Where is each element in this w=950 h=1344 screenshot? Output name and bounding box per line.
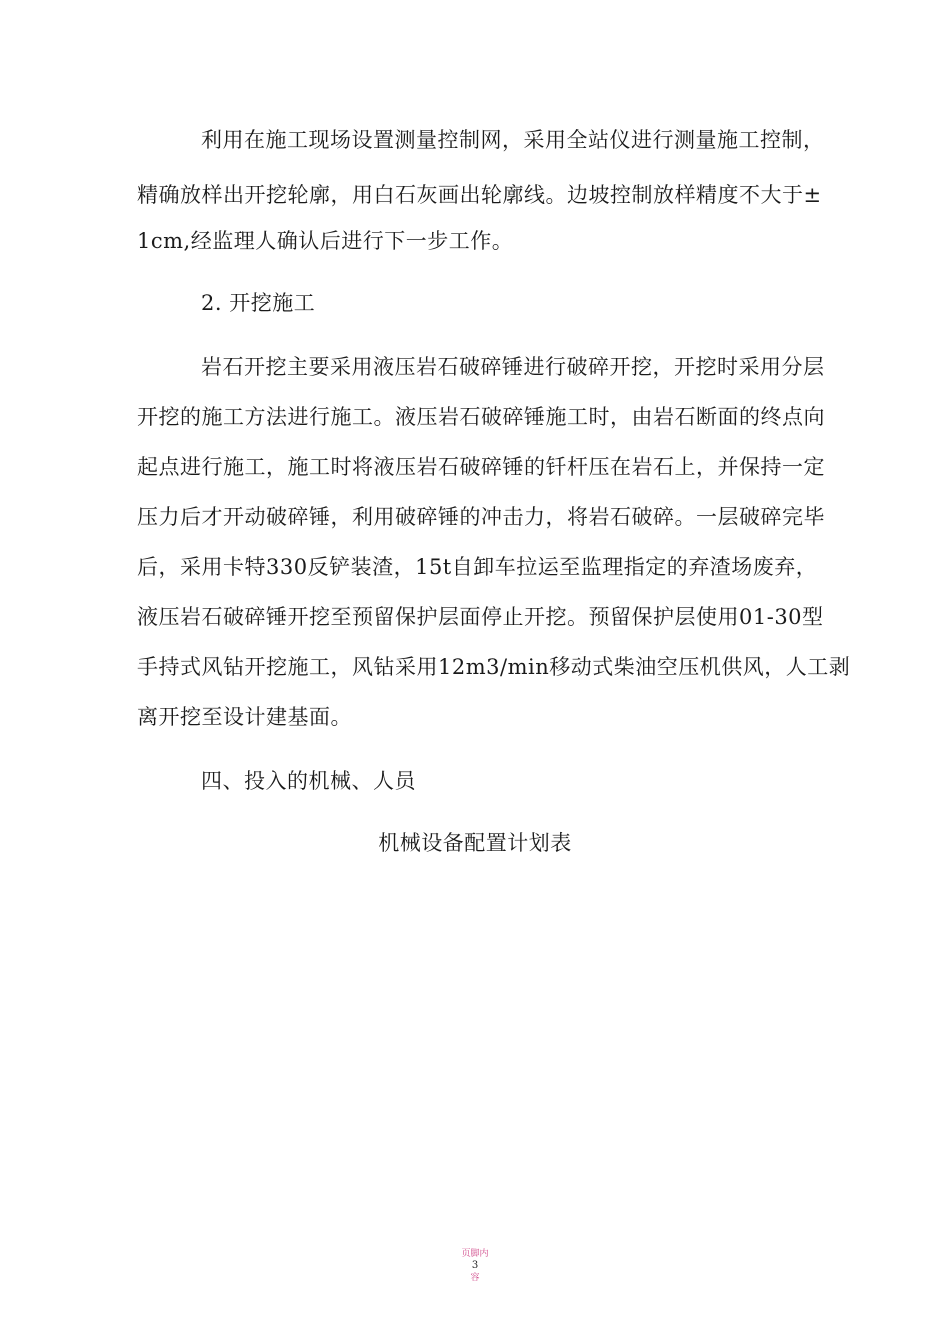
paragraph-2-line-1: 岩石开挖主要采用液压岩石破碎锤进行破碎开挖，开挖时采用分层: [201, 355, 825, 379]
footer-label-top: 页脚内: [461, 1249, 489, 1259]
page-number: 3: [471, 1260, 479, 1271]
paragraph-2-line-5: 后，采用卡特330反铲装渣，15t自卸车拉运至监理指定的弃渣场废弃，: [137, 555, 818, 579]
paragraph-2-line-8: 离开挖至设计建基面。: [137, 705, 352, 729]
paragraph-1-line-2: 精确放样出开挖轮廓，用白石灰画出轮廓线。边坡控制放样精度不大于±: [137, 183, 822, 207]
paragraph-2-line-3: 起点进行施工，施工时将液压岩石破碎锤的钎杆压在岩石上，并保持一定: [137, 455, 825, 479]
paragraph-1-line-1: 利用在施工现场设置测量控制网，采用全站仪进行测量施工控制，: [201, 128, 825, 152]
footer-label-bottom: 容: [470, 1273, 480, 1283]
paragraph-2-line-7: 手持式风钻开挖施工，风钻采用12m3/min移动式柴油空压机供风，人工剥: [137, 655, 851, 679]
paragraph-2-line-6: 液压岩石破碎锤开挖至预留保护层面停止开挖。预留保护层使用01-30型: [137, 605, 824, 629]
paragraph-1-line-3: 1cm,经监理人确认后进行下一步工作。: [137, 229, 514, 253]
page-footer: [0, 1248, 950, 1284]
paragraph-2-line-4: 压力后才开动破碎锤，利用破碎锤的冲击力，将岩石破碎。一层破碎完毕: [137, 505, 825, 529]
table-title: 机械设备配置计划表: [378, 831, 572, 855]
section-heading-excavation: 2. 开挖施工: [201, 291, 316, 315]
section-heading-machinery-personnel: 四、投入的机械、人员: [201, 769, 416, 793]
paragraph-2-line-2: 开挖的施工方法进行施工。液压岩石破碎锤施工时，由岩石断面的终点向: [137, 405, 825, 429]
